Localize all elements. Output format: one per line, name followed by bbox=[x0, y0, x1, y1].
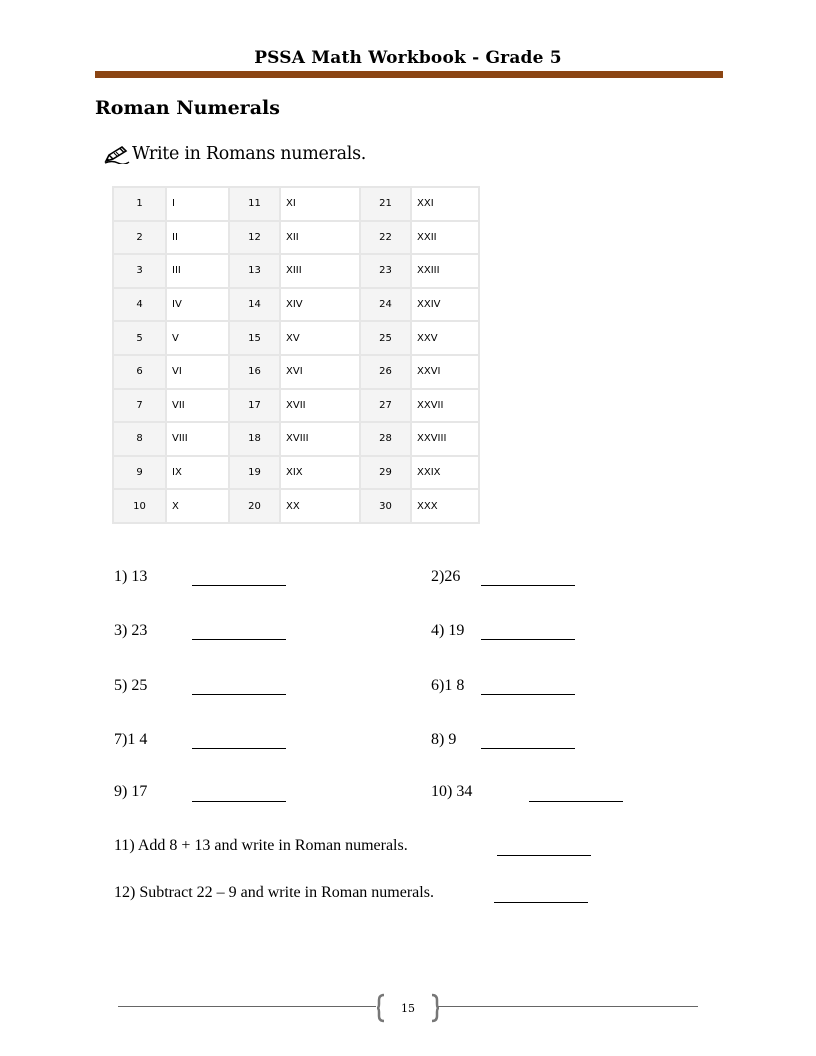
roman-numeral-cell: IX bbox=[166, 456, 229, 490]
arabic-number-cell: 8 bbox=[113, 422, 166, 456]
arabic-number-cell: 11 bbox=[229, 187, 280, 221]
arabic-number-cell: 25 bbox=[360, 321, 411, 355]
table-row bbox=[113, 321, 479, 355]
arabic-number-cell: 29 bbox=[360, 456, 411, 490]
table-row bbox=[113, 221, 479, 255]
roman-numeral-cell: XXIV bbox=[411, 288, 479, 322]
page-number-bracket bbox=[377, 993, 439, 1023]
question-6: 6)1 8 bbox=[431, 677, 465, 694]
table-row bbox=[113, 355, 479, 389]
answer-blank-8[interactable] bbox=[481, 748, 575, 749]
question-11: 11) Add 8 + 13 and write in Roman numerals. bbox=[114, 837, 408, 854]
arabic-number-cell: 20 bbox=[229, 489, 280, 523]
arabic-number-cell: 5 bbox=[113, 321, 166, 355]
roman-numeral-cell: V bbox=[166, 321, 229, 355]
answer-blank-4[interactable] bbox=[481, 639, 575, 640]
arabic-number-cell: 23 bbox=[360, 254, 411, 288]
roman-numeral-cell: I bbox=[166, 187, 229, 221]
footer-rule-right bbox=[438, 1006, 698, 1007]
answer-blank-6[interactable] bbox=[481, 694, 575, 695]
arabic-number-cell: 1 bbox=[113, 187, 166, 221]
arabic-number-cell: 13 bbox=[229, 254, 280, 288]
arabic-number-cell: 30 bbox=[360, 489, 411, 523]
arabic-number-cell: 28 bbox=[360, 422, 411, 456]
header-title: PSSA Math Workbook - Grade 5 bbox=[254, 48, 562, 68]
instruction-text: Write in Romans numerals. bbox=[132, 144, 367, 164]
roman-numeral-cell: VII bbox=[166, 389, 229, 423]
roman-numeral-cell: XXIII bbox=[411, 254, 479, 288]
roman-numeral-cell: XXIX bbox=[411, 456, 479, 490]
roman-numeral-cell: XXVI bbox=[411, 355, 479, 389]
roman-numeral-cell: XXVII bbox=[411, 389, 479, 423]
roman-numeral-cell: XVI bbox=[280, 355, 360, 389]
roman-numeral-cell: IV bbox=[166, 288, 229, 322]
roman-numeral-cell: XV bbox=[280, 321, 360, 355]
table-row bbox=[113, 187, 479, 221]
roman-numeral-cell: VI bbox=[166, 355, 229, 389]
question-8: 8) 9 bbox=[431, 731, 457, 748]
answer-blank-1[interactable] bbox=[192, 585, 286, 586]
question-12: 12) Subtract 22 – 9 and write in Roman numerals. bbox=[114, 884, 434, 901]
roman-numeral-cell: XIV bbox=[280, 288, 360, 322]
arabic-number-cell: 19 bbox=[229, 456, 280, 490]
answer-blank-9[interactable] bbox=[192, 801, 286, 802]
arabic-number-cell: 7 bbox=[113, 389, 166, 423]
arabic-number-cell: 9 bbox=[113, 456, 166, 490]
roman-numeral-cell: XXI bbox=[411, 187, 479, 221]
roman-numeral-cell: XVIII bbox=[280, 422, 360, 456]
roman-numeral-cell: XXVIII bbox=[411, 422, 479, 456]
section-title: Roman Numerals bbox=[95, 97, 280, 119]
question-7: 7)1 4 bbox=[114, 731, 148, 748]
roman-numeral-cell: XIII bbox=[280, 254, 360, 288]
answer-blank-12[interactable] bbox=[494, 902, 588, 903]
footer-rule-left bbox=[118, 1006, 376, 1007]
arabic-number-cell: 15 bbox=[229, 321, 280, 355]
question-5: 5) 25 bbox=[114, 677, 148, 694]
answer-blank-7[interactable] bbox=[192, 748, 286, 749]
arabic-number-cell: 10 bbox=[113, 489, 166, 523]
question-9: 9) 17 bbox=[114, 783, 148, 800]
answer-blank-10[interactable] bbox=[529, 801, 623, 802]
pencil-icon bbox=[104, 144, 130, 164]
arabic-number-cell: 16 bbox=[229, 355, 280, 389]
arabic-number-cell: 21 bbox=[360, 187, 411, 221]
arabic-number-cell: 24 bbox=[360, 288, 411, 322]
answer-blank-3[interactable] bbox=[192, 639, 286, 640]
arabic-number-cell: 12 bbox=[229, 221, 280, 255]
table-row bbox=[113, 422, 479, 456]
roman-numeral-cell: XII bbox=[280, 221, 360, 255]
roman-reference-table bbox=[112, 186, 480, 524]
question-2: 2)26 bbox=[431, 568, 461, 585]
table-row bbox=[113, 456, 479, 490]
roman-numeral-cell: XXII bbox=[411, 221, 479, 255]
table-row bbox=[113, 489, 479, 523]
instruction bbox=[104, 144, 366, 164]
question-10: 10) 34 bbox=[431, 783, 473, 800]
question-1: 1) 13 bbox=[114, 568, 148, 585]
roman-numeral-cell: XXX bbox=[411, 489, 479, 523]
arabic-number-cell: 14 bbox=[229, 288, 280, 322]
roman-numeral-cell: XXV bbox=[411, 321, 479, 355]
arabic-number-cell: 4 bbox=[113, 288, 166, 322]
table-row bbox=[113, 254, 479, 288]
answer-blank-11[interactable] bbox=[497, 855, 591, 856]
arabic-number-cell: 17 bbox=[229, 389, 280, 423]
roman-numeral-cell: VIII bbox=[166, 422, 229, 456]
question-3: 3) 23 bbox=[114, 622, 148, 639]
arabic-number-cell: 26 bbox=[360, 355, 411, 389]
table-row bbox=[113, 389, 479, 423]
roman-numeral-cell: III bbox=[166, 254, 229, 288]
question-4: 4) 19 bbox=[431, 622, 465, 639]
answer-blank-2[interactable] bbox=[481, 585, 575, 586]
roman-numeral-cell: XX bbox=[280, 489, 360, 523]
arabic-number-cell: 18 bbox=[229, 422, 280, 456]
roman-numeral-cell: XVII bbox=[280, 389, 360, 423]
arabic-number-cell: 22 bbox=[360, 221, 411, 255]
roman-numeral-cell: XI bbox=[280, 187, 360, 221]
arabic-number-cell: 3 bbox=[113, 254, 166, 288]
header-rule bbox=[95, 71, 723, 78]
arabic-number-cell: 2 bbox=[113, 221, 166, 255]
page-number: 15 bbox=[401, 1001, 415, 1015]
table-row bbox=[113, 288, 479, 322]
roman-numeral-cell: XIX bbox=[280, 456, 360, 490]
answer-blank-5[interactable] bbox=[192, 694, 286, 695]
roman-numeral-cell: X bbox=[166, 489, 229, 523]
arabic-number-cell: 6 bbox=[113, 355, 166, 389]
roman-numeral-cell: II bbox=[166, 221, 229, 255]
arabic-number-cell: 27 bbox=[360, 389, 411, 423]
